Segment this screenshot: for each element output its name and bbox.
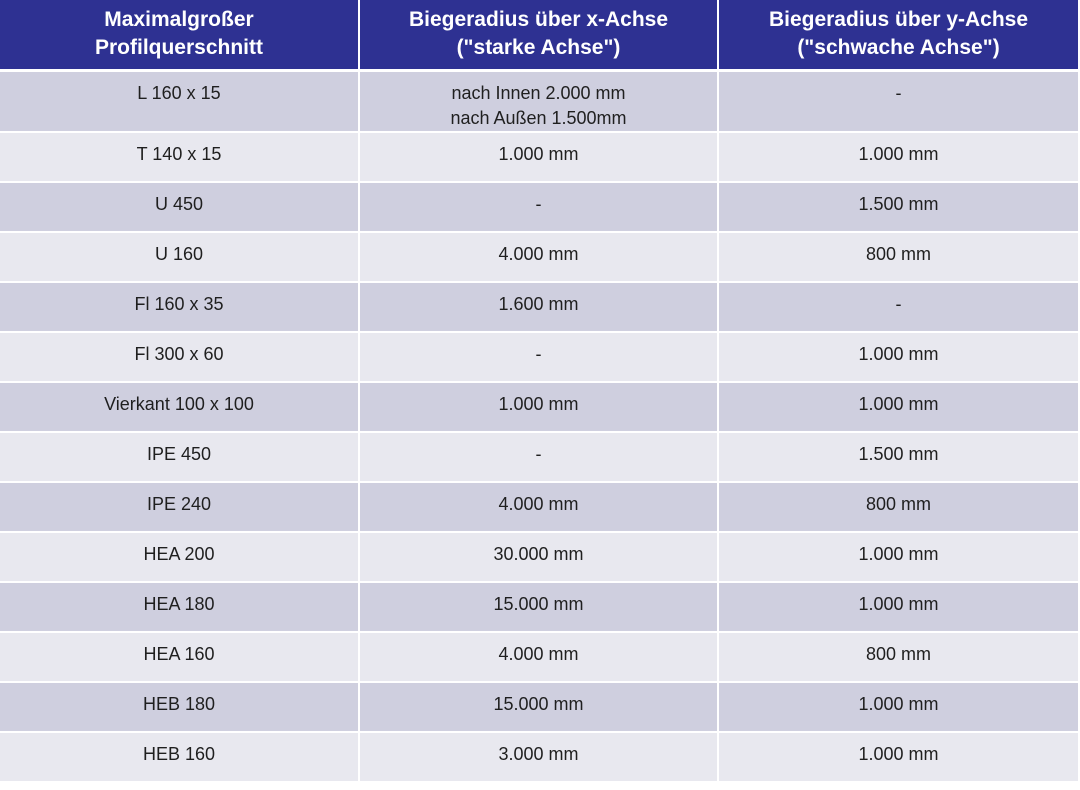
header-profile-cross-section (0, 0, 359, 70)
profile-cell: Fl 300 x 60 (0, 332, 359, 382)
table-row (0, 432, 1078, 482)
table-row (0, 382, 1078, 432)
y-axis-radius-cell: 1.000 mm (718, 132, 1078, 182)
table-row (0, 482, 1078, 532)
table-row (0, 532, 1078, 582)
table-row (0, 732, 1078, 782)
y-axis-radius-cell: - (718, 70, 1078, 132)
table-row (0, 132, 1078, 182)
x-axis-radius-cell: 30.000 mm (359, 532, 718, 582)
profile-cell: T 140 x 15 (0, 132, 359, 182)
header-row (0, 0, 1078, 70)
y-axis-radius-cell: 800 mm (718, 482, 1078, 532)
profile-cell: U 450 (0, 182, 359, 232)
x-axis-radius-cell: 15.000 mm (359, 582, 718, 632)
x-axis-radius-cell (359, 70, 718, 132)
table-row (0, 282, 1078, 332)
y-axis-radius-cell: - (718, 282, 1078, 332)
table-row (0, 632, 1078, 682)
header-profile-line-2: Profilquerschnitt (94, 36, 263, 60)
table-row (0, 582, 1078, 632)
table-row (0, 182, 1078, 232)
cell-line: nach Außen 1.500mm (450, 107, 627, 128)
x-axis-radius-cell: 1.000 mm (359, 132, 718, 182)
y-axis-radius-cell: 1.000 mm (718, 382, 1078, 432)
table-header (0, 0, 1078, 70)
y-axis-radius-cell: 1.500 mm (718, 182, 1078, 232)
profile-cell: IPE 450 (0, 432, 359, 482)
header-y-axis-line-1: Biegeradius über y-Achse (768, 8, 1029, 32)
profile-cell: HEA 160 (0, 632, 359, 682)
y-axis-radius-cell: 1.500 mm (718, 432, 1078, 482)
x-axis-radius-cell: 4.000 mm (359, 232, 718, 282)
profile-cell: HEB 180 (0, 682, 359, 732)
x-axis-radius-cell: 4.000 mm (359, 632, 718, 682)
profile-cell: L 160 x 15 (0, 70, 359, 132)
profile-cell: U 160 (0, 232, 359, 282)
table-row (0, 682, 1078, 732)
x-axis-radius-cell: 1.600 mm (359, 282, 718, 332)
profile-cell: Fl 160 x 35 (0, 282, 359, 332)
y-axis-radius-cell: 1.000 mm (718, 582, 1078, 632)
y-axis-radius-cell: 1.000 mm (718, 732, 1078, 782)
x-axis-radius-cell: - (359, 432, 718, 482)
profile-cell: IPE 240 (0, 482, 359, 532)
table-row (0, 332, 1078, 382)
profile-cell: HEB 160 (0, 732, 359, 782)
x-axis-radius-cell: - (359, 332, 718, 382)
cell-line: nach Innen 2.000 mm (451, 82, 626, 103)
table-body (0, 70, 1078, 782)
profile-cell: HEA 180 (0, 582, 359, 632)
header-y-axis-radius (718, 0, 1078, 70)
header-x-axis-line-1: Biegeradius über x-Achse (408, 8, 669, 32)
y-axis-radius-cell: 1.000 mm (718, 332, 1078, 382)
y-axis-radius-cell: 800 mm (718, 232, 1078, 282)
x-axis-radius-cell: 15.000 mm (359, 682, 718, 732)
x-axis-radius-cell: - (359, 182, 718, 232)
x-axis-radius-cell: 3.000 mm (359, 732, 718, 782)
table-row (0, 70, 1078, 132)
x-axis-radius-cell: 4.000 mm (359, 482, 718, 532)
y-axis-radius-cell: 1.000 mm (718, 532, 1078, 582)
y-axis-radius-cell: 800 mm (718, 632, 1078, 682)
header-x-axis-radius (359, 0, 718, 70)
header-y-axis-line-2: ("schwache Achse") (797, 36, 1000, 60)
y-axis-radius-cell: 1.000 mm (718, 682, 1078, 732)
profile-cell: Vierkant 100 x 100 (0, 382, 359, 432)
x-axis-radius-cell: 1.000 mm (359, 382, 718, 432)
header-x-axis-line-2: ("starke Achse") (456, 36, 621, 60)
profile-cell: HEA 200 (0, 532, 359, 582)
table-row (0, 232, 1078, 282)
header-profile-line-1: Maximalgroßer (104, 8, 254, 32)
